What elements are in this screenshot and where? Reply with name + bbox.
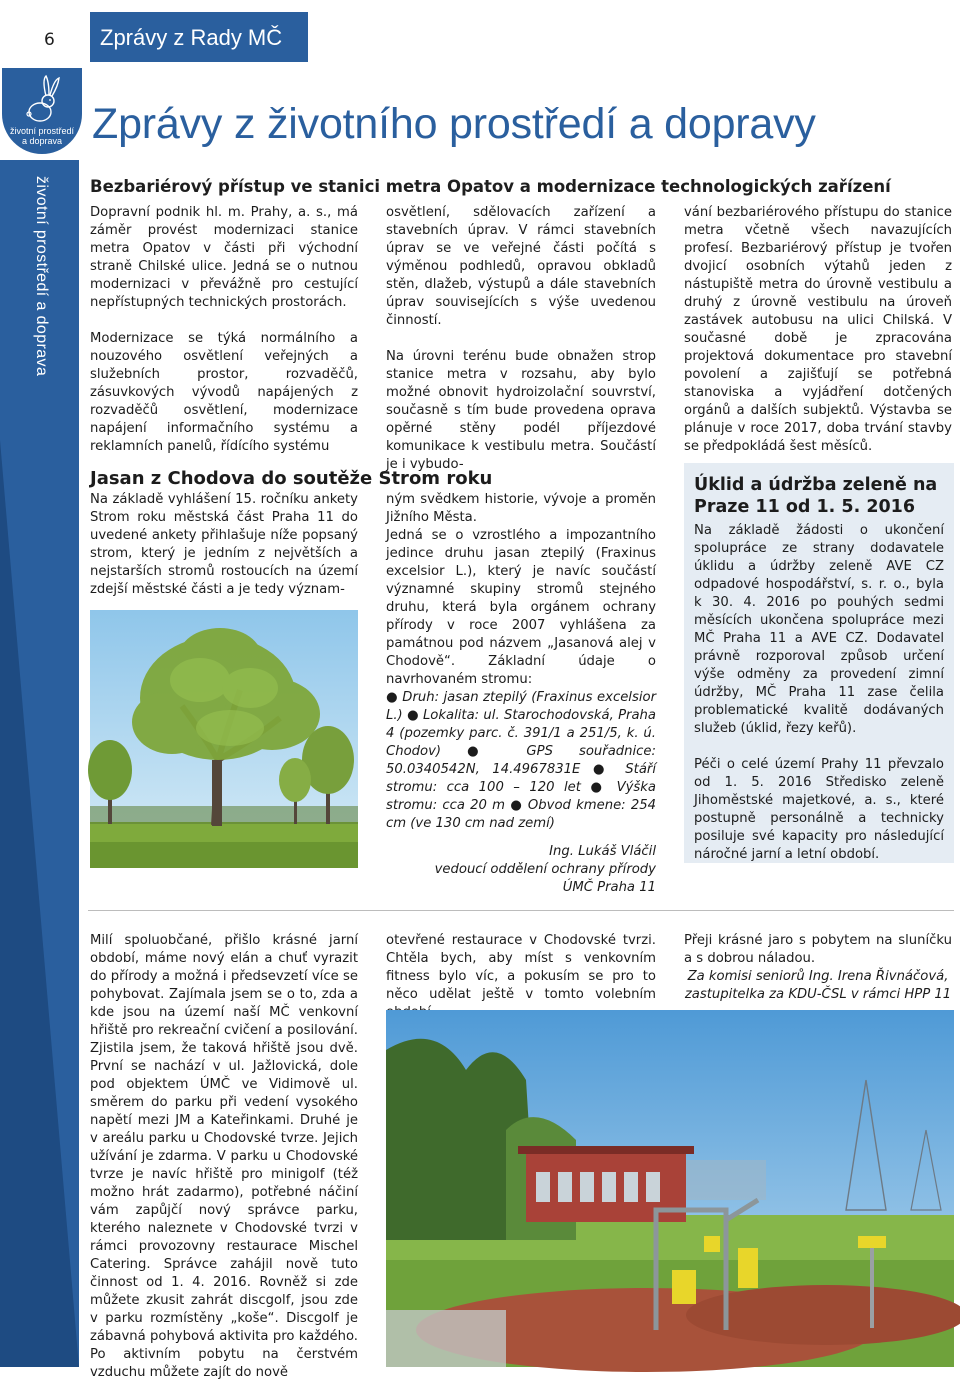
article4-text: Milí spoluobčané, přišlo krásné jarní období, máme nový elán a chuť vyrazit do přírody a možná i předsevzetí více se pohybovat. Zajímala jsem se o to, zda a kde jsou na území naší MČ venkovní hřiště pro rekreační cvičení a posilování. Zjistila jsem, že taková hřiště jsou dvě. První se nachází v ul. Jažlovická, dole pod objektem ÚMČ ve Vidimově ul. směrem do parku při vedení vysokého napětí mezi JM a Kateřinkami. Druhé je v areálu parku u Chodovské tvrze. Jejich užívání je zdarma. V parku u Chodovské tvrze je navíc hřiště pro minigolf (též možno hrát zadarmo), potřebné náčiní vám zapůjčí nový správce parku, kterého naleznete v Chodovské tvrzi v rámci provozovny restaurace Mischel Catering. Správce zahájil nově tuto činnost od 1. 4. 2016. Rovněž si zde můžete zkusit zahrát discgolf, jsou zde v parku rozmístěny „koše“. Discgolf je zábavná pohybová aktivita pro každého. Po aktivním pobytu na čerstvém vzduchu můžete zajít do nově (90, 933, 358, 1380)
article2-column2 (386, 491, 656, 897)
article1-paragraph: vání bezbariérového přístupu do stanice metra včetně všech navazujících profesí. Bezbariérový přístup je tvořen dvojicí osobních výtahů jeden z nástupiště metra do úrovně vestibulu a druhý z úrovně vestibulu na úroveň zastávek autobusu na ulici Chilská. V současné době je zpracována projektová dokumentace pro stavební povolení a zajišťují se potřebná stanoviska a vyjádření dotčených orgánů a dalších subjektů. Výstavba se plánuje v roce 2017, doba trvání stavby se předpokládá šest měsíců. (684, 205, 952, 454)
logo-caption-line2: a doprava (21, 136, 63, 146)
logo-caption-line1: životní prostředí (9, 126, 75, 136)
article3-body (694, 522, 944, 864)
signature-line1: Za komisi seniorů Ing. Irena Řivnáčová, (687, 969, 949, 984)
section-divider (88, 910, 954, 911)
article3-paragraph: Na základě žádosti o ukončení spolupráce ze strany dodavatele úklidu a údržby zeleně AVE CZ odpadové hospodářství, s. r. o., byla k 30. 4. 2016 po pouhých sedmi měsících ukončena spolupráce mezi MČ Praha 11 a AVE CZ. Dodavatel právně rozporoval způsob určení výše odměny za provedení zimní údržby, MČ Praha 11 zase čelila problematické kvalitě dodávaných služeb (úklid, řezy keřů). (694, 523, 944, 736)
signature-line2: zastupitelka za KDU-ČSL v rámci HPP 11 (684, 987, 952, 1002)
article2-paragraph: Jedná se o vzrostlého a impozantního jedince druhu jasan ztepilý (Fraxinus excelsior L.), který je navíc součástí významné skupiny stromů stejného druhu, která byla orgánem ochrany přírody v roce 2007 vyhlášena za památnou pod názvem „Jasanová alej v Chodově“. Základní údaje o navrhovaném stromu: (386, 528, 656, 687)
article1-paragraph: Dopravní podnik hl. m. Prahy, a. s., má záměr provést modernizaci stanice metra Opatov v části při východní straně Chilské ulice. Jedná se o nutnou modernizaci v převážně pro cestující nepřístupných technických prostorách. (90, 205, 358, 310)
article1-paragraph: Na úrovni terénu bude obnažen strop stanice metra v rozsahu, aby bylo možné obnovit hydroizolační souvrství, současně s tím bude provedena oprava opěrné stěny podél příjezdové komunikace k vestibulu metra. Součástí je i vybudo- (386, 349, 656, 472)
logo-caption (2, 126, 82, 146)
signature-role: vedoucí oddělení ochrany přírody (434, 862, 656, 877)
section-logo (2, 68, 82, 154)
article1-title: Bezbariérový přístup ve stanici metra Opatov a modernizace technologických zařízení (90, 177, 891, 196)
article2-column1 (90, 491, 358, 599)
article3-paragraph: Péči o celé území Prahy 11 převzalo od 1. 5. 2016 Středisko zeleně Jihoměstské majetkové, a. s., které postupně personálně a technicky posiluje své kapacity pro následující náročné jarní a letní období. (694, 757, 944, 862)
article4-text: otevřené restaurace v Chodovské tvrzi. Chtěla bych, aby míst s venkovním fitness bylo víc, a pokusím se pro to něco udělat ještě v tomto volebním (386, 933, 656, 1002)
article2-title: Jasan z Chodova do soutěže Strom roku (90, 468, 493, 489)
page-number: 6 (44, 30, 55, 50)
article1-column2 (386, 204, 656, 474)
rabbit-icon (2, 68, 82, 128)
signature-name: Ing. Lukáš Vláčil (549, 844, 656, 859)
section-banner (90, 12, 308, 62)
article4-column3 (684, 932, 952, 1004)
article1-paragraph: osvětlení, sdělovacích zařízení a stavebních úprav. V rámci stavebních úprav se ve veřejné části počítá s výměnou podhledů, opravou obkladů stěn, dlažeb, výstupů a dále stavebních úprav souvisejících s výše uvedenou činností. (386, 205, 656, 328)
article2-paragraph: Na základě vyhlášení 15. ročníku ankety Strom roku městská část Praha 11 do uvedené ankety přihlašuje níže popsaný strom, který je jedním z největších a nejstarších stromů rostoucích na území zdejší městské části a je tedy význam- (90, 492, 358, 597)
ash-tree-photo (90, 610, 358, 868)
article1-paragraph: Modernizace se týká normálního a nouzového osvětlení veřejných a služebních prostor, rozvaděčů, zásuvkových vývodů napájených z rozvaděčů osvětlení, modernizace napájení informačního systému a reklamních panelů, řídícího systému (90, 331, 358, 454)
signature-org: ÚMČ Praha 11 (562, 880, 656, 895)
article1-column1 (90, 204, 358, 456)
tree-facts: ● Druh: jasan ztepilý (Fraxinus excelsior L.) ● Lokalita: ul. Starochodovská, Praha 4 (pozemky parc. č. 391/1 a 251/5, k. ú. Chodov) ● GPS souřadnice: 50.0340542N, 14.4967831E ● Stáří stromu: cca 100 – 120 let ● Výška stromu: cca 20 m ● Obvod kmene: 254 cm (ve 130 cm nad zemí) (386, 690, 656, 831)
page-title: Zprávy z životního prostředí a dopravy (92, 100, 816, 148)
article1-column3 (684, 204, 952, 456)
article4-greeting: Přeji krásné jaro s pobytem na sluníčku a s dobrou náladou. (684, 933, 952, 966)
section-banner-label: Zprávy z Rady MČ (100, 25, 283, 50)
outdoor-gym-photo (386, 1010, 954, 1367)
article4-column2 (386, 932, 656, 1022)
article4-column1 (90, 932, 358, 1382)
article2-paragraph: ným svědkem historie, vývoje a proměn Jižního Města. (386, 492, 656, 525)
sidebar-label: životní prostředí a doprava (33, 176, 50, 377)
article3-title: Úklid a údržba zeleně na Praze 11 od 1. 5. 2016 (694, 475, 938, 517)
